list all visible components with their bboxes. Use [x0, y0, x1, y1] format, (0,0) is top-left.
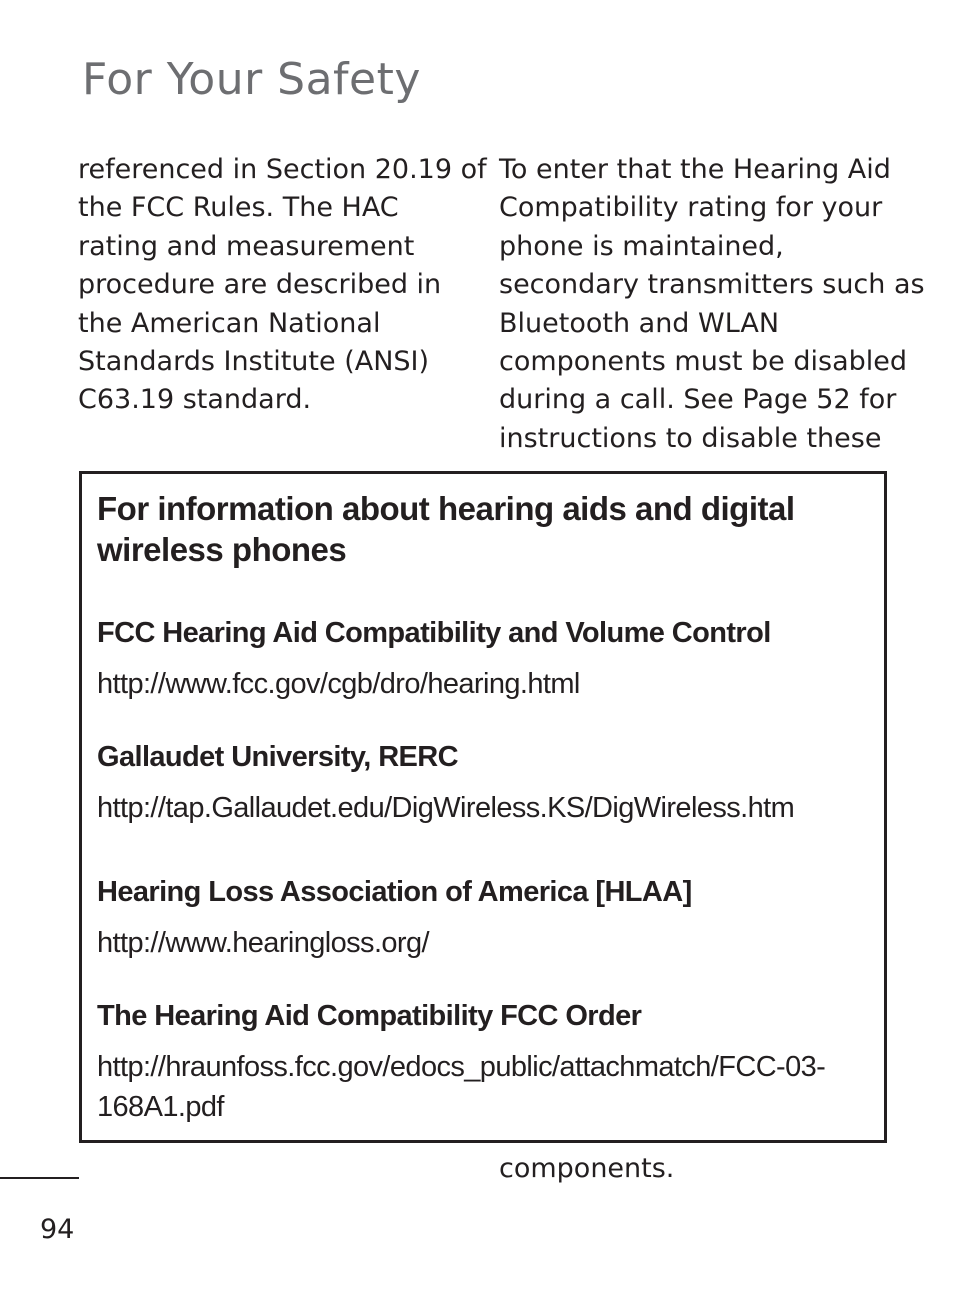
- resource-name-fcc-order: The Hearing Aid Compatibility FCC Order: [97, 1000, 642, 1032]
- right-column-text: [499, 151, 925, 458]
- text-line: Bluetooth and WLAN: [499, 307, 780, 339]
- right-column-continuation: components.: [499, 1153, 675, 1184]
- resource-link-gallaudet[interactable]: http://tap.Gallaudet.edu/DigWireless.KS/DigWireless.htm: [97, 792, 795, 824]
- text-line: the FCC Rules. The HAC: [78, 192, 399, 224]
- text-line: procedure are described in: [78, 269, 442, 301]
- info-box-heading: [97, 488, 795, 570]
- link-line: 168A1.pdf: [97, 1091, 224, 1123]
- resource-name-fcc-hac: FCC Hearing Aid Compatibility and Volume Control: [97, 617, 771, 649]
- resource-link-fcc-order[interactable]: [97, 1047, 825, 1127]
- resource-link-fcc-hac[interactable]: http://www.fcc.gov/cgb/dro/hearing.html: [97, 668, 580, 700]
- text-line: C63.19 standard.: [78, 384, 312, 416]
- text-line: the American National: [78, 307, 381, 339]
- heading-line: wireless phones: [97, 531, 347, 568]
- footer-divider: [0, 1177, 79, 1179]
- page-number: 94: [40, 1214, 75, 1245]
- left-column-text: [78, 151, 487, 420]
- text-line: phone is maintained,: [499, 230, 784, 262]
- text-line: during a call. See Page 52 for: [499, 384, 897, 416]
- resource-link-hlaa[interactable]: http://www.hearingloss.org/: [97, 927, 429, 959]
- text-line: secondary transmitters such as: [499, 269, 925, 301]
- text-line: Compatibility rating for your: [499, 192, 883, 224]
- resource-name-hlaa: Hearing Loss Association of America [HLAA]: [97, 876, 692, 908]
- heading-line: For information about hearing aids and digital: [97, 490, 795, 527]
- resource-name-gallaudet: Gallaudet University, RERC: [97, 741, 458, 773]
- text-line: To enter that the Hearing Aid: [499, 154, 891, 185]
- hearing-aid-info-box: [79, 471, 887, 1143]
- text-line: components must be disabled: [499, 346, 908, 378]
- text-line: Standards Institute (ANSI): [78, 346, 430, 378]
- text-line: instructions to disable these: [499, 422, 882, 454]
- link-line: http://hraunfoss.fcc.gov/edocs_public/attachmatch/FCC-03-: [97, 1051, 826, 1083]
- text-line: rating and measurement: [78, 230, 415, 262]
- text-line: referenced in Section 20.19 of: [78, 154, 487, 185]
- page-title: For Your Safety: [82, 54, 421, 105]
